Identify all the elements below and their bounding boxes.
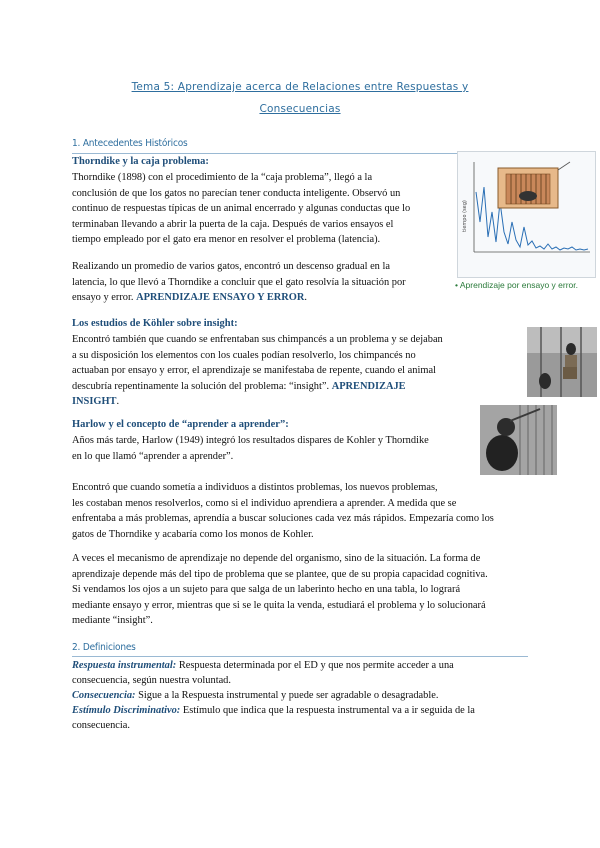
harlow-paragraph-3 — [72, 551, 532, 629]
text-line: Si vendamos los ojos a un sujeto para que salga de un laberinto hecho en una tabla, lo logrará — [72, 584, 461, 596]
text-line: Thorndike (1898) con el procedimiento de la “caja problema”, llegó a la — [72, 172, 373, 183]
emphasis-insight: INSIGHT — [72, 396, 117, 408]
kohler-photo-drawing — [527, 327, 597, 397]
thorndike-figure — [457, 151, 596, 278]
title-line-2: Consecuencias — [259, 103, 341, 115]
section-heading-definiciones: 2. Definiciones — [72, 642, 136, 653]
text-line: Años más tarde, Harlow (1949) integró los resultados dispares de Kohler y Thorndike — [72, 435, 429, 446]
text-span: ensayo y error. — [72, 292, 134, 304]
definition-text: Sigue a la Respuesta instrumental y puede ser agradable o desagradable. — [135, 690, 439, 701]
harlow-paragraph — [72, 433, 452, 464]
text-line: A veces el mecanismo de aprendizaje no depende del organismo, sino de la situación. La forma de — [72, 553, 481, 564]
text-line: Realizando un promedio de varios gatos, encontró un descenso gradual en la — [72, 261, 390, 272]
kohler-photo — [527, 327, 597, 397]
definition-text: Estímulo que indica que la respuesta instrumental va a ir seguida de la — [180, 705, 475, 716]
text-line: continuo de respuestas típicas de un animal encerrado y algunas conductas que lo — [72, 203, 411, 215]
subheading-thorndike: Thorndike y la caja problema: — [72, 156, 209, 167]
text-span: . — [304, 292, 307, 304]
text-line: latencia, lo que llevó a Thorndike a concluir que el gato resolvía la situación por — [72, 276, 406, 288]
definition-text: consecuencia. — [72, 720, 130, 731]
emphasis-aprendizaje: APRENDIZAJE — [331, 380, 406, 392]
text-line: mediante “insight”. — [72, 615, 153, 627]
y-axis-label: tiempo (seg) — [462, 200, 468, 232]
definition-term: Respuesta instrumental: — [72, 660, 177, 671]
definition-text: Respuesta determinada por el ED y que nos permite acceder a una — [176, 660, 454, 671]
text-line — [72, 394, 452, 410]
text-line: Encontró también que cuando se enfrentaban sus chimpancés a un problema y se dejaban — [72, 334, 443, 345]
text-line: Encontró que cuando sometía a individuos a distintos problemas, los nuevos problemas, — [72, 482, 438, 493]
text-line: mediante ensayo y error, mientras que si se le quita la venda, estudiará el problema y lo solucionará — [72, 599, 486, 611]
thorndike-paragraph-2 — [72, 259, 452, 306]
title-line-1: Tema 5: Aprendizaje acerca de Relaciones entre Respuestas y — [131, 81, 469, 93]
text-line: tiempo empleado por el gato era menor en resolver el problema (latencia). — [72, 234, 381, 246]
definition-text: consecuencia, según nuestra voluntad. — [72, 675, 231, 686]
text-line: actuaban por ensayo y error, el aprendizaje se manifestaba de repente, cuando el animal — [72, 365, 436, 377]
text-line: aprendizaje depende más del tipo de problema que se plantee, que de su propia capacidad cognitiva. — [72, 568, 488, 580]
harlow-paragraph-2 — [72, 480, 532, 542]
definition-term: Consecuencia: — [72, 690, 136, 701]
text-line: les costaban menos resolverlos, como si el individuo aprendiera a aprender. A medida que se — [72, 497, 457, 509]
text-line: gatos de Thorndike y acabaría como los monos de Kohler. — [72, 528, 314, 540]
cat-shape — [519, 191, 537, 201]
text-line — [72, 290, 452, 306]
kohler-paragraph — [72, 332, 452, 410]
page-title — [100, 76, 500, 120]
definition-respuesta-instrumental — [72, 658, 454, 673]
emphasis-ensayo-error: APRENDIZAJE ENSAYO Y ERROR — [136, 292, 305, 304]
section-heading-antecedentes: 1. Antecedentes Históricos — [72, 138, 188, 149]
text-span: . — [116, 396, 120, 408]
definition-consecuencia — [72, 688, 438, 703]
definition-continuation — [72, 673, 231, 688]
definition-estimulo-discriminativo — [72, 703, 475, 718]
section-divider — [72, 656, 528, 657]
text-line: en lo que llamó “aprender a aprender”. — [72, 450, 234, 462]
subheading-kohler: Los estudios de Köhler sobre insight: — [72, 318, 238, 329]
definition-term: Estímulo Discriminativo: — [72, 705, 181, 716]
text-line — [72, 379, 452, 395]
text-line: a su disposición los elementos con los cuales podían resolverlo, los chimpancés no — [72, 349, 416, 361]
text-span: descubría repentinamente la solución del problema: “insight”. — [72, 380, 330, 392]
text-line: conclusión de que los gatos no parecían tener conducta inteligente. Observó un — [72, 187, 401, 199]
text-line: terminaban llevando a abrir la puerta de la caja. Después de varios ensayos el — [72, 218, 394, 230]
harlow-photo — [480, 405, 557, 475]
figure-caption: • Aprendizaje por ensayo y error. — [455, 280, 578, 290]
harlow-photo-drawing — [480, 405, 557, 475]
latency-chart — [458, 152, 595, 277]
caption-text: Aprendizaje por ensayo y error. — [459, 280, 578, 290]
subheading-harlow: Harlow y el concepto de “aprender a aprender”: — [72, 419, 289, 430]
definition-continuation — [72, 718, 130, 733]
text-line: enfrentaba a más problemas, aprendía a buscar soluciones cada vez más rápidos. Empezaría como los — [72, 513, 494, 525]
thorndike-paragraph — [72, 170, 442, 248]
